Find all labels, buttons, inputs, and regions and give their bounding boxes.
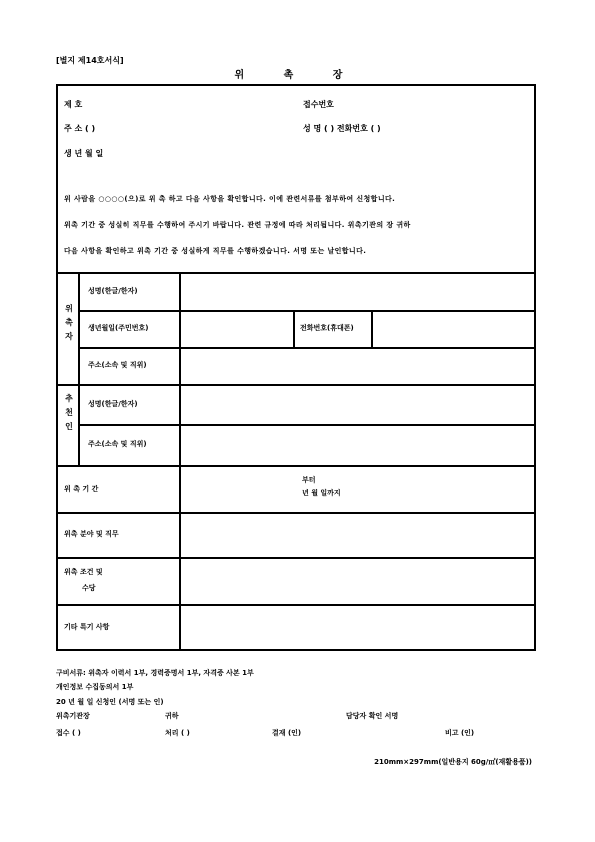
footer-authority: 위촉기관장 xyxy=(56,712,90,720)
row-label-conditions: 위촉 조건 및 xyxy=(64,568,103,576)
footer-docs-line1: 구비서류: 위촉자 이력서 1부, 경력증명서 1부, 자격증 사본 1부 xyxy=(56,669,254,677)
row-divider xyxy=(56,557,536,559)
form-code: [별지 제14호서식] xyxy=(56,56,124,65)
row-label-address: 주소(소속 및 직위) xyxy=(88,361,147,369)
intro-line-1: 위 사람을 ○○○○(으)로 위 촉 하고 다음 사항을 확인합니다. 이에 관련서류를 첨부하여 신청합니다. xyxy=(64,195,396,203)
label-column-divider xyxy=(179,272,181,651)
mid-column-divider xyxy=(371,310,373,347)
row-label-period: 위 촉 기 간 xyxy=(64,485,99,493)
row-label-field: 위촉 분야 및 직무 xyxy=(64,530,119,538)
row-label-name: 성명(한글/한자) xyxy=(88,287,138,295)
receipt-label: 접수번호 xyxy=(303,100,334,109)
no-label: 제 호 xyxy=(64,100,83,109)
row-divider xyxy=(56,465,536,467)
footer-remark: 비고 (인) xyxy=(445,729,475,737)
side-label-appointee: 위 촉 자 xyxy=(65,304,73,341)
period-value-from[interactable]: 부터 xyxy=(302,476,316,484)
row-label-notes: 기타 특기 사항 xyxy=(64,623,110,631)
footer-docs-line2: 개인정보 수집동의서 1부 xyxy=(56,683,134,691)
intro-line-3: 다음 사항을 확인하고 위촉 기간 중 성실하게 직무를 수행하겠습니다. 서명 또는 날인합니다. xyxy=(64,247,367,255)
footer-receipt: 접수 ( ) xyxy=(56,729,81,737)
row-divider xyxy=(56,604,536,606)
footer-signature: 담당자 확인 서명 xyxy=(346,712,399,720)
row-label-rec-name: 성명(한글/한자) xyxy=(88,400,138,408)
period-value-to[interactable]: 년 월 일까지 xyxy=(302,489,341,497)
paper-size: 210mm×297mm(일반용지 60g/㎡(재활용품)) xyxy=(374,758,532,766)
row-divider xyxy=(56,384,536,386)
row-label-birth: 생년월일(주민번호) xyxy=(88,324,149,332)
row-divider xyxy=(79,424,536,426)
row-divider xyxy=(56,512,536,514)
footer-process: 처리 ( ) xyxy=(165,729,190,737)
intro-line-2: 위촉 기간 중 성실히 직무를 수행하여 주시기 바랍니다. 관련 규정에 따라 처리됩니다. 위촉기관의 장 귀하 xyxy=(64,221,411,229)
address-field[interactable]: 주 소 ( ) xyxy=(64,124,96,133)
birthdate-field[interactable]: 생 년 월 일 xyxy=(64,149,104,158)
footer-approve: 결재 (인) xyxy=(272,729,302,737)
side-column-divider xyxy=(78,272,80,465)
footer-date-line: 20 년 월 일 신청인 (서명 또는 인) xyxy=(56,698,164,706)
mid-column-divider xyxy=(293,310,295,347)
row-divider xyxy=(79,347,536,349)
row-label-phone: 전화번호(휴대폰) xyxy=(300,324,354,332)
table-top-border xyxy=(56,272,536,274)
side-label-recommender: 추 천 인 xyxy=(65,394,73,431)
row-divider xyxy=(79,310,536,312)
row-label-allowance: 수당 xyxy=(82,584,96,592)
page-title: 위 촉 장 xyxy=(234,70,361,81)
row-label-rec-address: 주소(소속 및 직위) xyxy=(88,440,147,448)
name-phone-field[interactable]: 성 명 ( ) 전화번호 ( ) xyxy=(303,124,381,133)
footer-honorific: 귀하 xyxy=(165,712,179,720)
